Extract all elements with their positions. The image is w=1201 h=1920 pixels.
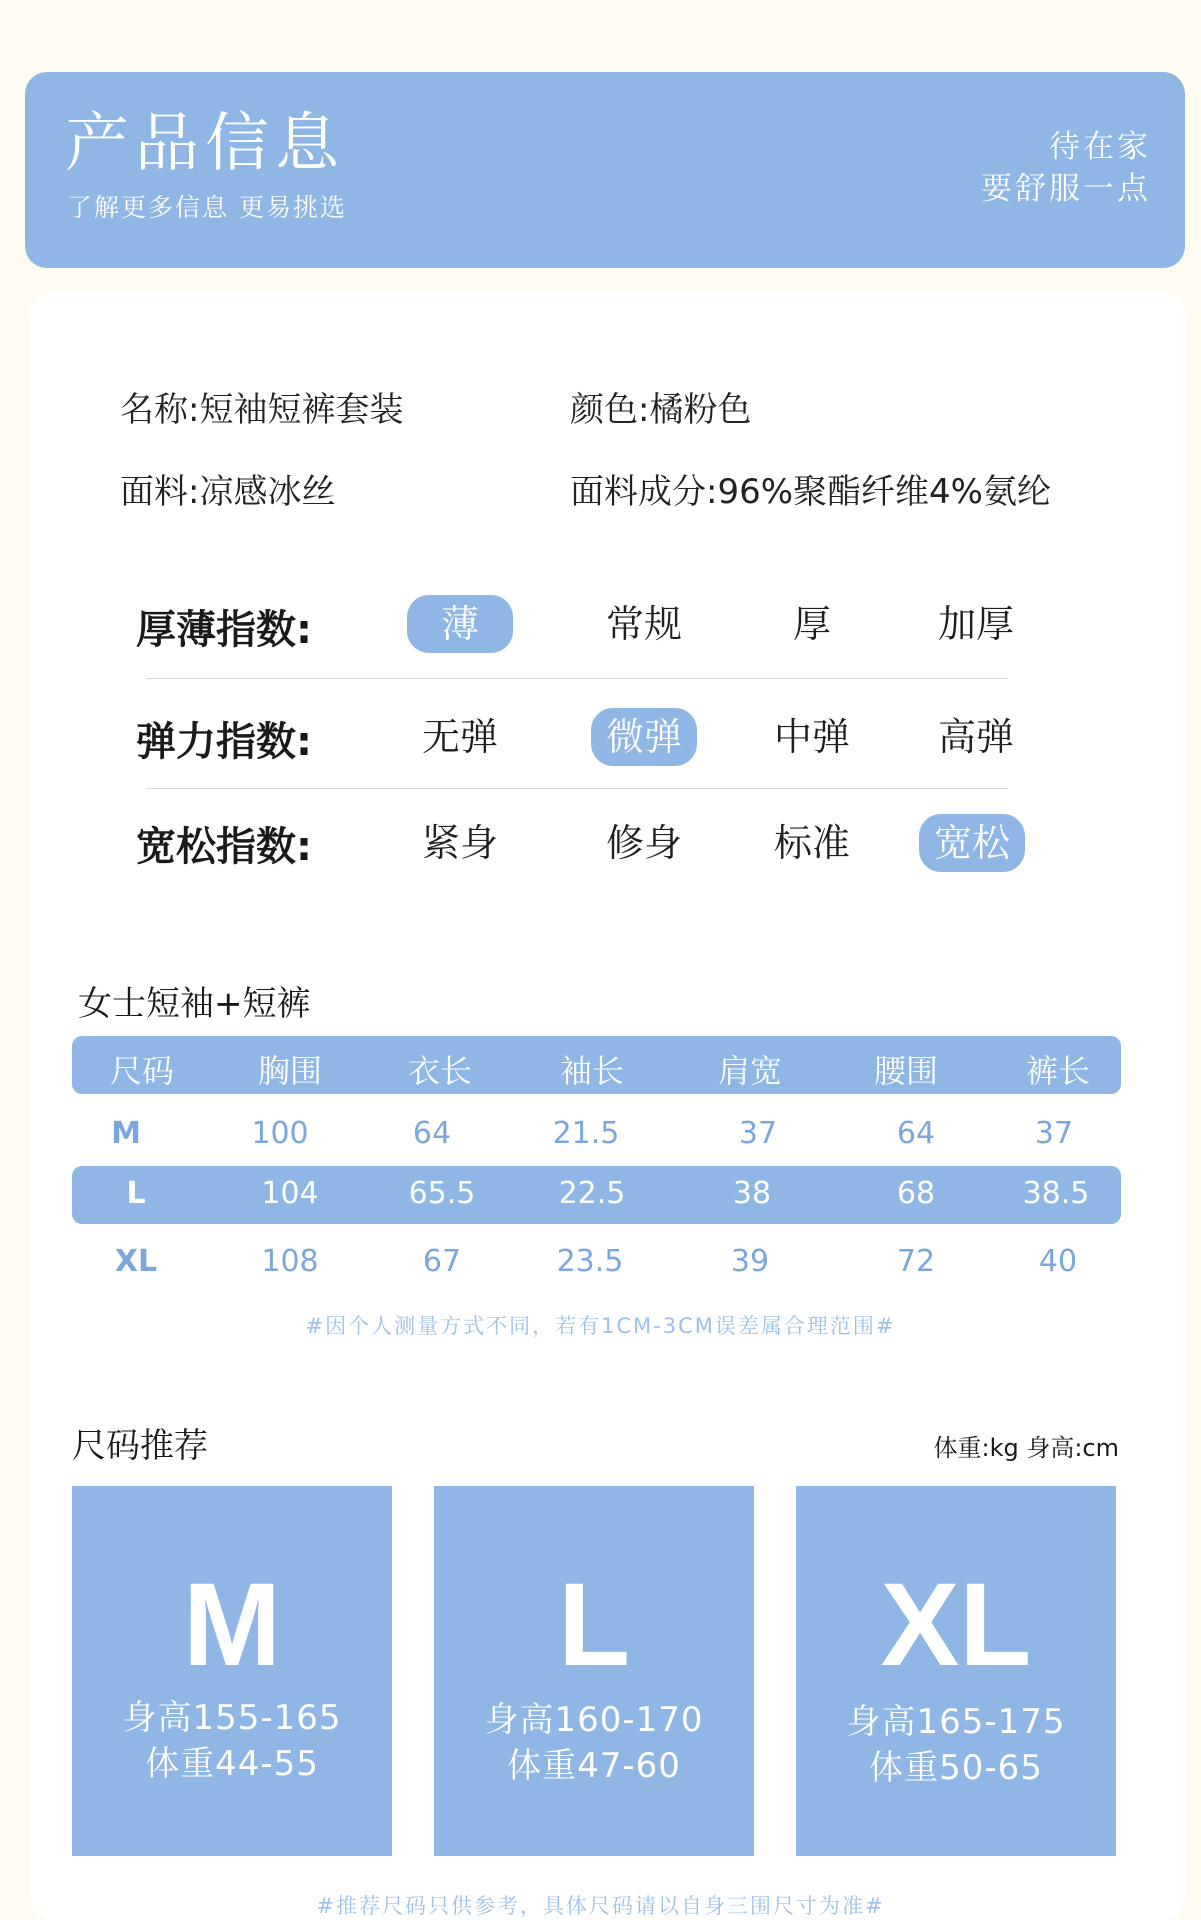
index-label: 宽松指数:: [136, 824, 312, 870]
size-table-note: #因个人测量方式不同，若有1CM-3CM误差属合理范围#: [305, 1314, 896, 1338]
index-label: 弹力指数:: [136, 719, 312, 765]
table-cell: M: [111, 1116, 141, 1151]
slogan: [981, 126, 1151, 210]
recommend-box-l: [434, 1486, 754, 1856]
index-option: 加厚: [937, 602, 1014, 646]
table-cell: 21.5: [552, 1116, 620, 1151]
column-header: 胸围: [257, 1052, 322, 1090]
size-table-title: 女士短袖+短裤: [78, 984, 311, 1024]
table-cell: 64: [412, 1116, 452, 1151]
recommend-box-xl: [796, 1486, 1116, 1856]
height-range: 身高165-175: [846, 1702, 1066, 1742]
height-range: 身高155-165: [122, 1698, 342, 1738]
table-cell: 38: [732, 1176, 772, 1211]
divider: [146, 788, 1008, 789]
table-cell: L: [126, 1176, 146, 1211]
table-cell: 68: [896, 1176, 936, 1211]
table-cell: 100: [251, 1116, 309, 1151]
column-header: 尺码: [109, 1052, 174, 1090]
table-cell: 67: [422, 1244, 462, 1279]
page-title: 产品信息: [65, 107, 345, 181]
table-cell: 38.5: [1022, 1176, 1090, 1211]
column-header: 裤长: [1025, 1052, 1090, 1090]
table-cell: 37: [738, 1116, 778, 1151]
index-option: 厚: [792, 602, 831, 646]
index-option: 高弹: [937, 715, 1014, 759]
slogan-line-2: 要舒服一点: [981, 171, 1151, 207]
table-cell: 40: [1038, 1244, 1078, 1279]
table-cell: XL: [114, 1244, 158, 1279]
product-color: 颜色:橘粉色: [570, 390, 752, 430]
column-header: 衣长: [407, 1052, 472, 1090]
recommend-note: #推荐尺码只供参考，具体尺码请以自身三围尺寸为准#: [316, 1894, 885, 1918]
table-cell: 64: [896, 1116, 936, 1151]
column-header: 腰围: [873, 1052, 938, 1090]
column-header: 袖长: [559, 1052, 624, 1090]
index-option: 常规: [605, 602, 682, 646]
table-cell: 23.5: [556, 1244, 624, 1279]
divider: [146, 678, 1008, 679]
size-letter: L: [557, 1559, 631, 1691]
index-label: 厚薄指数:: [136, 607, 312, 653]
height-range: 身高160-170: [484, 1700, 704, 1740]
recommend-title: 尺码推荐: [72, 1426, 208, 1466]
page-subtitle: 了解更多信息 更易挑选: [67, 193, 347, 222]
table-cell: 72: [896, 1244, 936, 1279]
table-cell: 22.5: [558, 1176, 626, 1211]
table-cell: 39: [730, 1244, 770, 1279]
header-banner: [25, 72, 1185, 268]
index-option: 微弹: [591, 708, 697, 766]
index-option: 无弹: [421, 715, 498, 759]
size-letter: XL: [880, 1559, 1032, 1691]
weight-range: 体重47-60: [507, 1746, 681, 1786]
product-composition: 面料成分:96%聚酯纤维4%氨纶: [570, 472, 1051, 512]
index-option: 标准: [773, 821, 850, 865]
product-fabric: 面料:凉感冰丝: [120, 472, 336, 512]
weight-range: 体重50-65: [869, 1748, 1043, 1788]
units-label: 体重:kg 身高:cm: [933, 1434, 1119, 1462]
slogan-line-1: 待在家: [1049, 129, 1151, 165]
column-header: 肩宽: [717, 1052, 782, 1090]
table-cell: 104: [261, 1176, 319, 1211]
index-option: 宽松: [919, 814, 1025, 872]
index-option: 薄: [407, 595, 513, 653]
index-option: 紧身: [421, 821, 498, 865]
table-cell: 65.5: [408, 1176, 476, 1211]
size-letter: M: [182, 1559, 282, 1691]
product-name: 名称:短袖短裤套装: [120, 390, 404, 430]
table-cell: 37: [1034, 1116, 1074, 1151]
table-cell: 108: [261, 1244, 319, 1279]
index-option: 修身: [605, 821, 682, 865]
recommend-box-m: [72, 1486, 392, 1856]
weight-range: 体重44-55: [145, 1744, 319, 1784]
index-option: 中弹: [773, 715, 850, 759]
